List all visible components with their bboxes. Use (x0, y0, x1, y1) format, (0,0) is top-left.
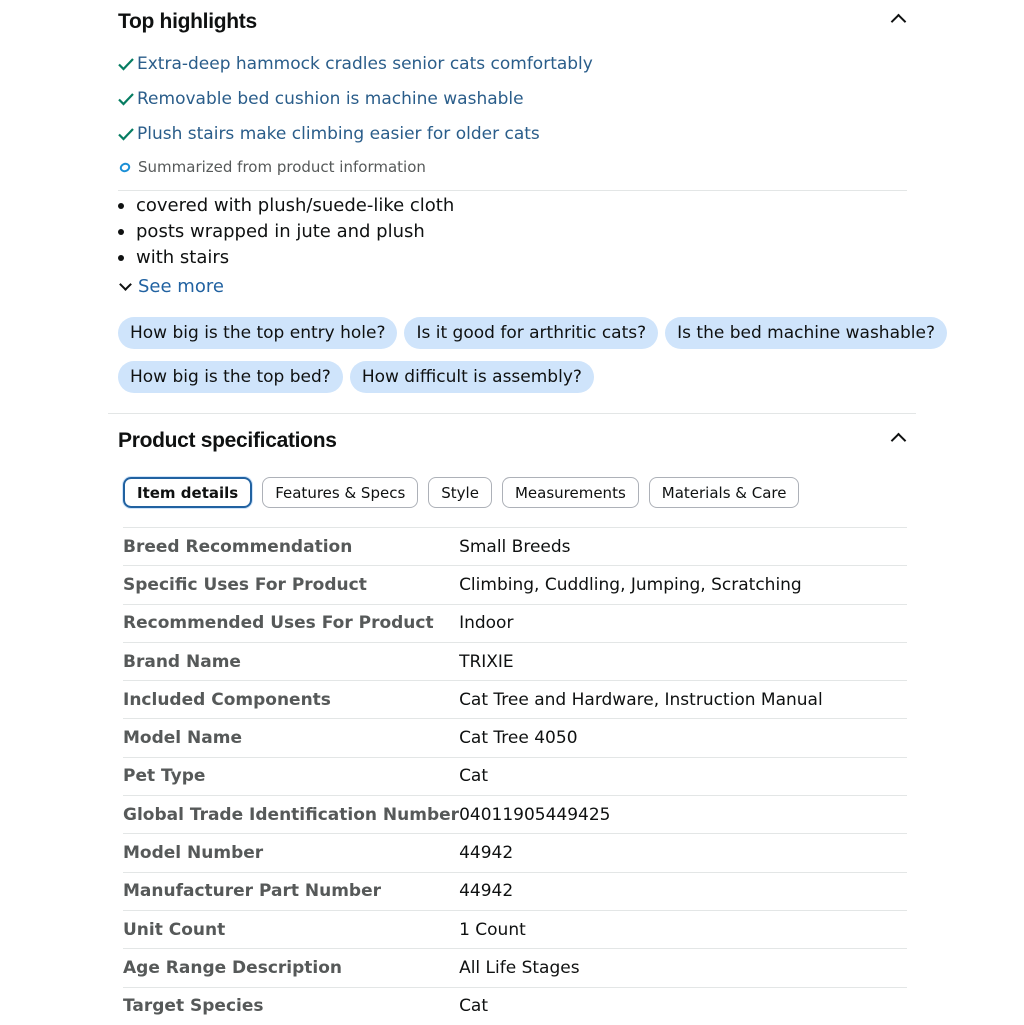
check-icon (118, 92, 134, 106)
table-row (123, 566, 907, 604)
tab-style[interactable]: Style (428, 477, 492, 508)
check-icon (118, 57, 134, 71)
spec-label: Brand Name (123, 651, 241, 672)
spec-label: Included Components (123, 689, 331, 710)
question-chip[interactable]: Is it good for arthritic cats? (404, 317, 658, 349)
feature-bullet: with stairs (118, 245, 454, 271)
spec-value: Small Breeds (459, 536, 571, 557)
ai-summary-icon (118, 160, 132, 174)
spec-value: TRIXIE (459, 651, 514, 672)
table-row (123, 528, 907, 566)
chevron-down-icon (119, 278, 132, 291)
tab-materials-care[interactable]: Materials & Care (649, 477, 800, 508)
tab-item-details[interactable]: Item details (123, 477, 252, 508)
highlight-text: Removable bed cushion is machine washable (137, 89, 524, 109)
spec-label: Pet Type (123, 766, 206, 787)
spec-value: 44942 (459, 843, 514, 864)
table-row (123, 987, 907, 1025)
highlight-text: Plush stairs make climbing easier for older cats (137, 124, 540, 144)
table-row (123, 642, 907, 680)
feature-bullet-list (118, 193, 454, 271)
feature-bullet: covered with plush/suede-like cloth (118, 193, 454, 219)
spec-value: 1 Count (459, 919, 526, 940)
highlight-item (118, 124, 540, 144)
table-row (123, 834, 907, 872)
question-chips-row (118, 317, 947, 349)
table-row (123, 796, 907, 834)
spec-value: Cat Tree 4050 (459, 728, 578, 749)
question-chip[interactable]: How big is the top bed? (118, 361, 343, 393)
divider (118, 190, 907, 191)
spec-label: Unit Count (123, 919, 226, 940)
table-row (123, 949, 907, 987)
spec-value: Cat Tree and Hardware, Instruction Manual (459, 689, 823, 710)
see-more-link[interactable] (118, 276, 224, 297)
table-row (123, 757, 907, 795)
spec-value: 04011905449425 (459, 804, 611, 825)
spec-value: Indoor (459, 613, 514, 634)
spec-value: 44942 (459, 881, 514, 902)
spec-label: Model Number (123, 843, 264, 864)
table-row (123, 681, 907, 719)
collapse-specs-chevron-up-icon[interactable] (891, 433, 907, 449)
ai-summary-note (118, 158, 426, 176)
table-row (123, 719, 907, 757)
table-row (123, 604, 907, 642)
tab-features-specs[interactable]: Features & Specs (262, 477, 418, 508)
see-more-label: See more (138, 276, 224, 297)
spec-value: Cat (459, 996, 489, 1017)
table-row (123, 872, 907, 910)
collapse-highlights-chevron-up-icon[interactable] (891, 14, 907, 30)
question-chip[interactable]: How difficult is assembly? (350, 361, 594, 393)
section-divider (108, 413, 916, 414)
check-icon (118, 127, 134, 141)
spec-label: Manufacturer Part Number (123, 881, 382, 902)
spec-label: Target Species (123, 996, 264, 1017)
summary-note-text: Summarized from product information (138, 158, 426, 176)
feature-bullet: posts wrapped in jute and plush (118, 219, 454, 245)
spec-tabs (123, 477, 799, 508)
highlight-item (118, 89, 524, 109)
spec-label: Global Trade Identification Number (123, 804, 460, 825)
spec-label: Age Range Description (123, 957, 343, 978)
tab-measurements[interactable]: Measurements (502, 477, 639, 508)
item-details-table (123, 527, 907, 1025)
question-chip[interactable]: Is the bed machine washable? (665, 317, 947, 349)
highlight-text: Extra-deep hammock cradles senior cats comfortably (137, 54, 593, 74)
question-chip[interactable]: How big is the top entry hole? (118, 317, 397, 349)
spec-value: Cat (459, 766, 489, 787)
spec-label: Specific Uses For Product (123, 574, 367, 595)
spec-label: Breed Recommendation (123, 536, 353, 557)
spec-value: All Life Stages (459, 957, 580, 978)
highlight-item (118, 54, 593, 74)
product-specifications-title: Product specifications (118, 429, 337, 452)
table-row (123, 910, 907, 948)
question-chips-row (118, 361, 594, 393)
spec-label: Model Name (123, 728, 242, 749)
spec-label: Recommended Uses For Product (123, 613, 434, 634)
spec-value: Climbing, Cuddling, Jumping, Scratching (459, 574, 802, 595)
top-highlights-title: Top highlights (118, 10, 257, 33)
